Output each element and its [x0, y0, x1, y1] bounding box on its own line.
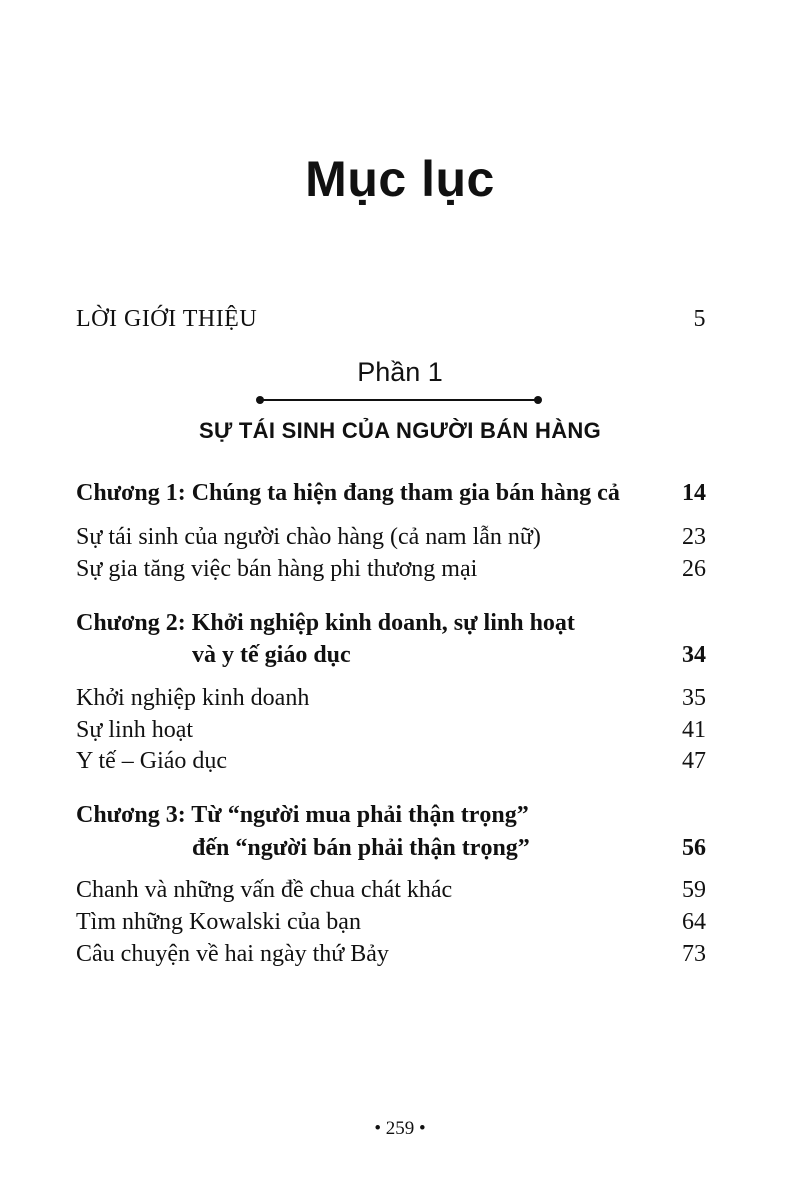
- section-label: Tìm những Kowalski của bạn: [76, 909, 361, 935]
- toc-page-number: 47: [682, 748, 706, 774]
- toc-page-number: 41: [682, 717, 706, 743]
- ornamental-divider: [260, 399, 538, 401]
- toc-page-number: 35: [682, 685, 706, 711]
- toc-page-number: 23: [682, 524, 706, 550]
- chapter-heading: Chương 3: Từ “người mua phải thận trọng”: [76, 802, 529, 828]
- chapter-heading-continued: đến “người bán phải thận trọng”: [192, 835, 530, 861]
- toc-page-number: 64: [682, 909, 706, 935]
- divider-dot-left: [256, 396, 264, 404]
- chapter-heading: Chương 2: Khởi nghiệp kinh doanh, sự linh hoạt: [76, 610, 575, 636]
- section-label: Khởi nghiệp kinh doanh: [76, 685, 310, 711]
- toc-page-number: 26: [682, 556, 706, 582]
- toc-entry-label: LỜI GIỚI THIỆU: [76, 306, 258, 332]
- part-title: SỰ TÁI SINH CỦA NGƯỜI BÁN HÀNG: [198, 418, 601, 443]
- page-title: Mục lục: [305, 151, 495, 207]
- section-label: Y tế – Giáo dục: [76, 748, 228, 774]
- chapter-heading-continued: và y tế giáo dục: [192, 642, 351, 668]
- section-label: Chanh và những vấn đề chua chát khác: [76, 877, 453, 903]
- part-label: Phần 1: [357, 357, 443, 387]
- section-label: Sự tái sinh của người chào hàng (cả nam lẫn nữ): [76, 524, 541, 550]
- page-number-footer: • 259 •: [374, 1118, 426, 1139]
- toc-page-number: 34: [682, 642, 706, 668]
- toc-page-number: 59: [682, 877, 706, 903]
- toc-page-number: 14: [682, 480, 706, 506]
- section-label: Sự linh hoạt: [76, 717, 194, 743]
- section-label: Sự gia tăng việc bán hàng phi thương mại: [76, 556, 478, 582]
- chapter-heading: Chương 1: Chúng ta hiện đang tham gia bán hàng cả: [76, 480, 620, 506]
- divider-dot-right: [534, 396, 542, 404]
- section-label: Câu chuyện về hai ngày thứ Bảy: [76, 941, 389, 967]
- toc-page-number: 56: [682, 835, 706, 861]
- toc-page-number: 73: [682, 941, 706, 967]
- toc-page-number: 5: [693, 306, 706, 332]
